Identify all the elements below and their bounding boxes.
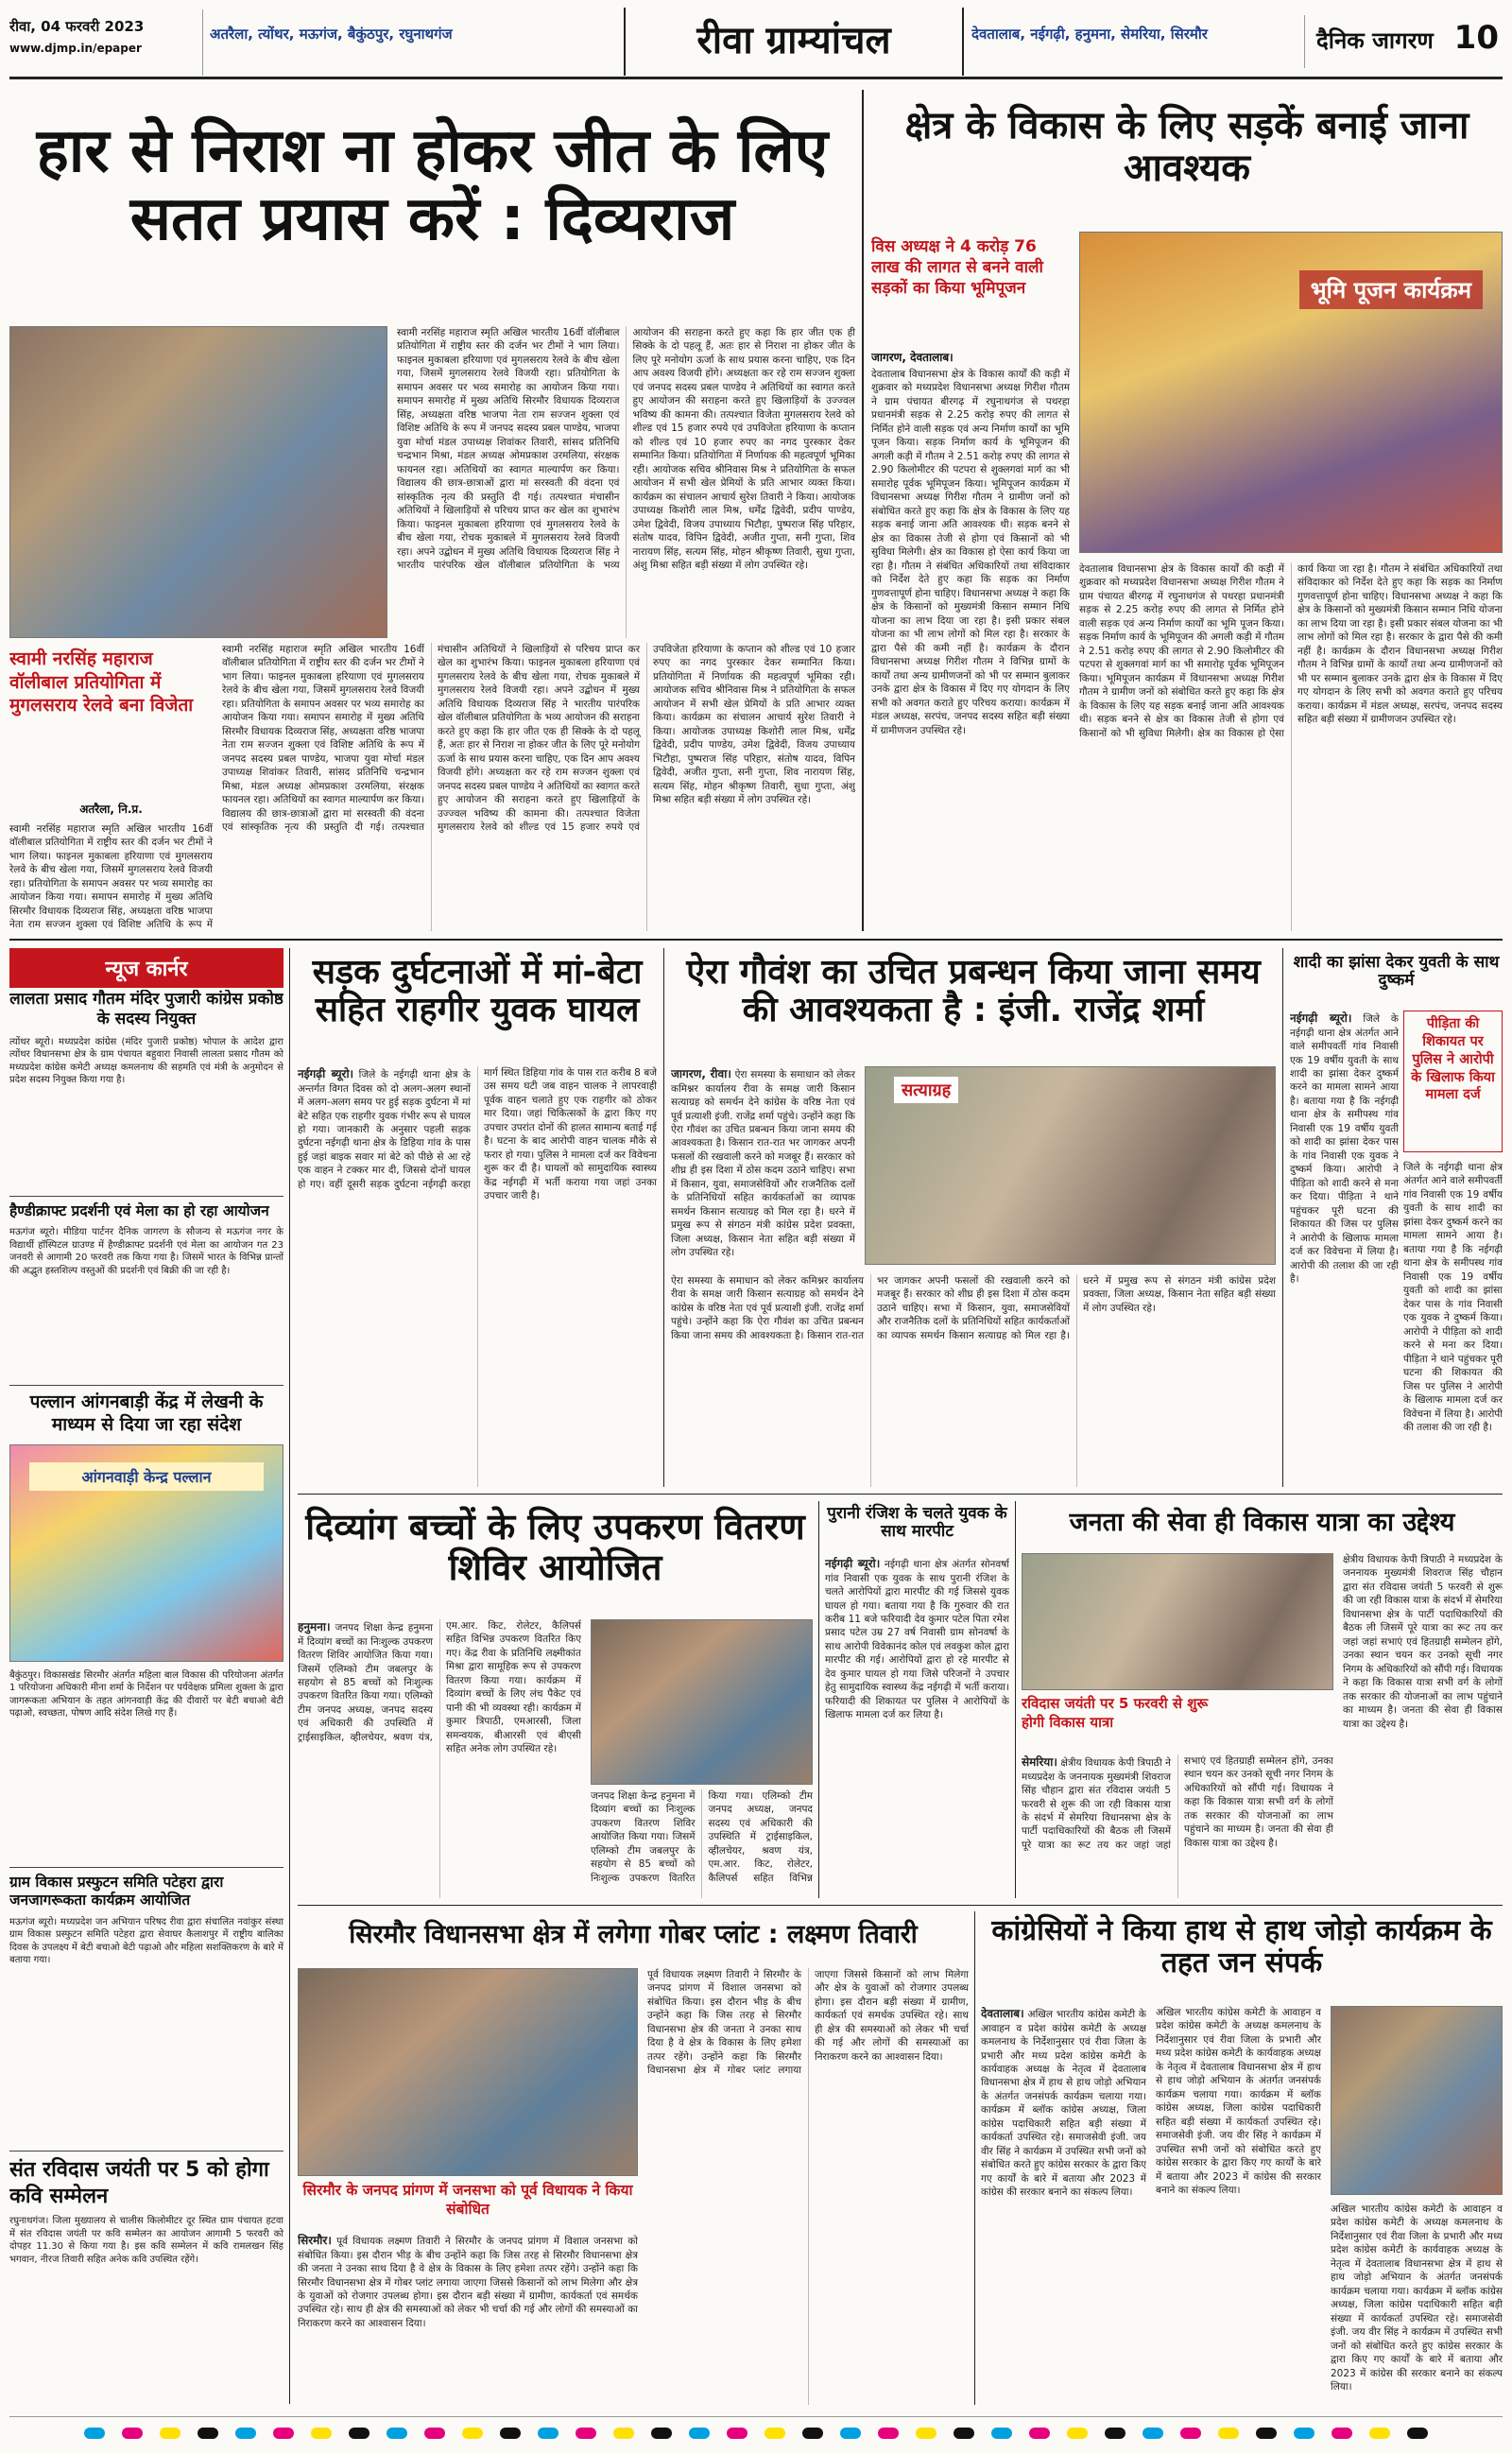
sidebar-body-wide: जिले के नईगढ़ी थाना क्षेत्र अंतर्गत आने वाले समीपवर्ती गांव निवासी एक 19 वर्षीय युवती के साथ शादी का झांसा देकर दुष्कर्म करने का मामला सामने आया है। बताया गया है कि नईगढ़ी थाना क्षेत्र के समीपस्थ गांव निवासी एक 19 वर्षीय युवती को शादी का झांसा देकर पास के गांव निवासी एक युवक ने दुष्कर्म किया। आरोपी ने पीड़िता को शादी करने से मना कर दिया। पीड़िता ने थाने पहुंचकर पूरी घटना की शिकायत की जिस पर पुलिस ने आरोपी के खिलाफ मामला दर्ज कर विवेचना में लिया है। आरोपी की तलाश की जा रही है। (1403, 1162, 1503, 1434)
news-item: ग्राम विकास प्रस्फुटन समिति पटेहरा द्वारा जनजागरूकता कार्यक्रम आयोजित मऊगंज ब्यूरो। मध्यप्रदेश जन अभियान परिषद रीवा द्वारा संचालित नवांकुर संस्था ग्राम विकास प्रस्फुटन समिति पटेहरा द्वारा सेवाघर कैलाशपुर में राष्ट्रीय बालिका दिवस के उपलक्ष्य में बेटी बचाओ बेटी पढ़ाओ और महिला सशक्तिकरण के बारे में बताया गया। (9, 1867, 284, 2141)
congress-body-mid: अखिल भारतीय कांग्रेस कमेटी के आवाहन व प्रदेश कांग्रेस कमेटी के अध्यक्ष कमलनाथ के निर्देशानुसार एवं रीवा जिला के प्रभारी और मध्य प्रदेश कांग्रेस कमेटी के कार्यवाहक अध्यक्ष के नेतृत्व में देवतालाब विधानसभा क्षेत्र में हाथ से हाथ जोड़ो अभियान के अंतर्गत जनसंपर्क कार्यक्रम चलाया गया। कार्यक्रम में ब्लॉक कांग्रेस अध्यक्ष, जिला कांग्रेस पदाधिकारी सहित बड़ी संख्या में कार्यकर्ता उपस्थित रहे। समाजसेवी इंजी. जय वीर सिंह ने कार्यक्रम में उपस्थित सभी जनों को संबोधित करते हुए कांग्रेस सरकार के द्वारा किए गए कार्यों के बारे में बताया और 2023 में कांग्रेस की सरकार बनाने का संकल्प लिया। (1156, 2007, 1321, 2197)
epaper-url[interactable]: www.djmp.in/epaper (9, 42, 142, 55)
roads-dateline: जागरण, देवतालाब। (871, 351, 954, 364)
anganwadi-photo (9, 1444, 284, 1662)
news-corner-label: न्यूज कार्नर (9, 948, 284, 988)
gobar-story (298, 1911, 969, 2405)
gobar-photo (298, 1968, 638, 2176)
congress-headline: कांग्रेसियों ने किया हाथ से हाथ जोड़ो कार्यक्रम के तहत जन संपर्क (991, 1914, 1492, 1979)
sidebar-pullout: पीड़िता की शिकायत पर पुलिस ने आरोपी के खिलाफ किया मामला दर्ज (1403, 1011, 1503, 1152)
assault-story (825, 1501, 1009, 1898)
masthead (9, 8, 1503, 79)
gobar-headline: सिरमौर विधानसभा क्षेत्र में लगेगा गोबर प्लांट : लक्ष्मण तिवारी (349, 1920, 918, 1949)
vikas-body-right: क्षेत्रीय विधायक केपी त्रिपाठी ने मध्यप्रदेश के जननायक मुख्यमंत्री शिवराज सिंह चौहान द्वारा संत रविदास जयंती 5 फरवरी से शुरू की जा रही विकास यात्रा के संदर्भ में सेमरिया विधानसभा क्षेत्र के पार्टी पदाधिकारियों की बैठक ली जिसमें पूरे यात्रा का रूट तय कर जहां जहां सभाएं एवं हितग्राही सम्मेलन होंगे, उनका स्थान चयन कर उनको सूची नगर निगम के अधिकारियों को सौंपी गई। विधायक ने कहा कि विकास यात्रा सभी वर्ग के लोगों तक सरकार की योजनाओं का लाभ पहुंचाने का माध्यम है। जनता की सेवा ही विकास यात्रा का उद्देश्य है। (1343, 1554, 1503, 1730)
accident-headline: सड़क दुर्घटनाओं में मां-बेटा सहित राहगीर युवक घायल (312, 953, 643, 1030)
anganwadi-sign: आंगनवाड़ी केन्द्र पल्लान (29, 1462, 264, 1491)
news-item: संत रविदास जयंती पर 5 को होगा कवि सम्मेलन रघुनाथगंज। जिला मुख्यालय से चालीस किलोमीटर दूर स्थित ग्राम पंचायत हटवा में संत रविदास जयंती पर कवि सम्मेलन का आयोजन आगामी 5 फरवरी को दोपहर 11.30 से किया गया है। इस कवि सम्मेलन में कवि रामलखन सिंह भगवान, नीरज तिवारी सहित अनेक कवि उपस्थित रहेंगे। (9, 2151, 284, 2404)
cattle-photo-banner: सत्याग्रह (894, 1077, 958, 1103)
sidebar-body: नईगढ़ी ब्यूरो। जिले के नईगढ़ी थाना क्षेत्र अंतर्गत आने वाले समीपवर्ती गांव निवासी एक 19 वर्षीय युवती के साथ शादी का झांसा देकर दुष्कर्म करने का मामला सामने आया है। बताया गया है कि नईगढ़ी थाना क्षेत्र के समीपस्थ गांव निवासी एक 19 वर्षीय युवती को शादी का झांसा देकर पास के गांव निवासी एक युवक ने दुष्कर्म किया। आरोपी ने पीड़िता को शादी करने से मना कर दिया। पीड़िता ने थाने पहुंचकर पूरी घटना की शिकायत की जिस पर पुलिस ने आरोपी के खिलाफ मामला दर्ज कर विवेचना में लिया है। आरोपी की तलाश की जा रही है। (1290, 1011, 1399, 1286)
disabled-headline: दिव्यांग बच्चों के लिए उपकरण वितरण शिविर आयोजित (305, 1506, 805, 1588)
lead-photo (9, 326, 387, 638)
lead-byline: अतरैला, नि.प्र. (79, 803, 143, 816)
cattle-photo (865, 1066, 1276, 1265)
lead-story (9, 90, 855, 931)
accident-story (298, 948, 657, 1487)
roads-photo (1079, 232, 1503, 553)
sidebar-headline: शादी का झांसा देकर युवती के साथ दुष्कर्म (1293, 953, 1500, 991)
masthead-left-areas: अतरैला, त्योंथर, मऊगंज, बैकुंठपुर, रघुनाथगंज (210, 26, 453, 43)
roads-body-columns: देवतालाब विधानसभा क्षेत्र के विकास कार्यों की कड़ी में शुक्रवार को मध्यप्रदेश विधानसभा अध्यक्ष गिरीश गौतम ने ग्राम पंचायत बीरगढ़ में रघुनाथगंज से पथरहा प्रधानमंत्री सड़क से 2.25 करोड़ रुपए की लागत से निर्मित होने वाली सड़क एवं अन्य निर्माण कार्यों का भूमि पूजन किया। सड़क निर्माण कार्य के भूमिपूजन की अगली कड़ी में गौतम ने 2.51 करोड़ रुपए की लागत से 2.90 किलोमीटर की पटपरा से शुक्लगवां मार्ग का भी समारोह पूर्वक भूमिपूजन किया। भूमिपूजन कार्यक्रम में विधानसभा अध्यक्ष गिरीश गौतम ने ग्रामीण जनों को संबोधित करते हुए कहा कि क्षेत्र के विकास के लिए यह सड़क बनाई जाना अति आवश्यक थी। सड़क बनने से क्षेत्र का विकास तेजी से होगा एवं किसानों को भी सुविधा मिलेगी। क्षेत्र का विकास हो ऐसा कार्य किया जा रहा है। गौतम ने संबंधित अधिकारियों तथा संविदाकार को निर्देश देते हुए कहा कि सड़क का निर्माण गुणवत्तापूर्ण होना चाहिए। विधानसभा अध्यक्ष ने कहा कि क्षेत्र के किसानों को मुख्यमंत्री किसान सम्मान निधि योजना का लाभ दिया जा रहा है। इसी प्रकार संबल योजना का भी लाभ लोगों को मिल रहा है। सरकार के द्वारा पैसे की कमी नहीं है। कार्यक्रम के दौरान विधानसभा अध्यक्ष गिरीश गौतम ने विभिन्न ग्रामों के कार्यों तथा अन्य ग्रामीणजनों को भी पर सम्मान बुलाकर उनके द्वारा क्षेत्र के विकास में दिए गए योगदान के लिए सभी को अवगत कराते हुए परिचय कराया। कार्यक्रम में मंडल अध्यक्ष, सरपंच, जनपद सदस्य सहित बड़ी संख्या में ग्रामीणजन उपस्थित रहे। (1079, 563, 1503, 739)
roads-photo-banner: भूमि पूजन कार्यक्रम (1299, 270, 1483, 309)
news-item: हैण्डीक्राफ्ट प्रदर्शनी एवं मेला का हो रहा आयोजन मऊगंज ब्यूरो। मीडिया पार्टनर दैनिक जागरण के सौजन्य से मऊगंज नगर के विद्यार्थी हॉस्पिटल ग्राउण्ड में हैण्डीक्राफ्ट प्रदर्शनी एवं मेला का आयोजन गत 23 जनवरी से आगामी 20 फरवरी तक किया गया है। जिसमें भारत के विभिन्न प्रान्तों की अद्भुत हस्तशिल्प वस्तुओं की प्रदर्शनी एवं बिक्री की जा रही है। (9, 1196, 284, 1375)
lead-body-right: स्वामी नरसिंह महाराज स्मृति अखिल भारतीय 16वीं वॉलीबाल प्रतियोगिता में राष्ट्रीय स्तर की दर्जन भर टीमों ने भाग लिया। फाइनल मुकाबला हरियाणा एवं मुगलसराय रेलवे के बीच खेला गया, जिसमें मुगलसराय रेलवे विजयी रहा। प्रतियोगिता के समापन अवसर पर भव्य समारोह का आयोजन किया गया। समापन समारोह में मुख्य अतिथि सिरमौर विधायक दिव्यराज सिंह, अध्यक्षता वरिष्ठ भाजपा नेता राम सज्जन शुक्ला एवं विशिष्ट अतिथि के रूप में जनपद सदस्य प्रबल पाण्डेय, भाजपा युवा मोर्चा मंडल उपाध्यक्ष शिवांकर तिवारी, सांसद प्रतिनिधि चन्द्रभान मिश्रा, मंडल अध्यक्ष ओमप्रकाश उरमलिया, संरक्षक फायनल रहा। अतिथियों का स्वागत माल्यार्पण कर किया। विद्यालय की छात्र-छात्राओं द्वारा मां सरस्वती की वंदना एवं सांस्कृतिक नृत्य की प्रस्तुति दी गई। तत्पश्चात मंचासीन अतिथियों ने खिलाड़ियों से परिचय प्राप्त कर खेल का शुभारंभ किया। फाइनल मुकाबला हरियाणा एवं मुगलसराय रेलवे के बीच खेला गया, रोचक मुकाबले में मुगलसराय रेलवे विजयी रहा। अपने उद्बोधन में मुख्य अतिथि विधायक दिव्यराज सिंह ने भारतीय पारंपरिक खेल वॉलीबाल प्रतियोगिता के भव्य आयोजन की सराहना करते हुए कहा कि हार जीत एक ही सिक्के के दो पहलू हैं, अतः हार से निराश ना होकर जीत के लिए पूरे मनोयोग ऊर्जा के साथ प्रयास करना चाहिए, एक दिन आप अवश्य विजयी होंगे। अध्यक्षता कर रहे राम सज्जन शुक्ला एवं जनपद सदस्य प्रबल पाण्डेय ने अतिथियों का स्वागत करते हुए आयोजन की सराहना करते हुए खिलाड़ियों के उज्ज्वल भविष्य की कामना की। तत्पश्चात विजेता मुगलसराय रेलवे को शील्ड एवं 15 हजार रुपये एवं उपविजेता हरियाणा के कप्तान को शील्ड एवं 10 हजार रुपए का नगद पुरस्कार देकर सम्मानित किया। प्रतियोगिता में निर्णायक की महत्वपूर्ण भूमिका रही। आयोजक सचिव श्रीनिवास मिश्र ने प्रतियोगिता के सफल आयोजन में सभी खेल प्रेमियों के प्रति आभार व्यक्त किया। कार्यक्रम का संचालन आचार्य सुरेश तिवारी ने किया। आयोजक उपाध्यक्ष किशोरी लाल मिश्र, धर्मेंद्र द्विवेदी, प्रदीप पाण्डेय, उमेश द्विवेदी, विजय उपाध्याय भिटौहा, पुष्पराज सिंह परिहार, संतोष यादव, विपिन द्विवेदी, अजीत गुप्ता, सनी गुप्ता, शिव नारायण सिंह, सत्यम सिंह, मोहन श्रीकृष्ण तिवारी, सुधा गुप्ता, अंशु मिश्रा सहित बड़ी संख्या में लोग उपस्थित रहे। (397, 327, 855, 572)
vikas-subhead: रविदास जयंती पर 5 फरवरी से शुरू होगी विकास यात्रा (1022, 1695, 1209, 1731)
news-item: लालता प्रसाद गौतम मंदिर पुजारी कांग्रेस प्रकोष्ठ के सदस्य नियुक्त त्योंथर ब्यूरो। मध्यप्रदेश कांग्रेस (मंदिर पुजारी प्रकोष्ठ) भोपाल के आदेश द्वारा त्योंथर विधानसभा क्षेत्र के ग्राम पंचायत बहुवारा निवासी लालता प्रसाद गौतम को मध्यप्रदेश कांग्रेस कमेटी अध्यक्ष कमलनाथ की सहमति एवं मंत्री के अनुमोदन से प्रदेश सदस्य नियुक्त किया गया है। (9, 990, 284, 1085)
roads-subhead: विस अध्यक्ष ने 4 करोड़ 76 लाख की लागत से बनने वाली सड़कों का किया भूमिपूजन (871, 237, 1043, 299)
date-line: रीवा, 04 फरवरी 2023 (9, 18, 145, 35)
paper-name-block (1304, 15, 1503, 68)
masthead-right-areas: देवतालाब, नईगढ़ी, हनुमना, सेमरिया, सिरमौर (971, 26, 1208, 43)
vikas-story (1022, 1501, 1503, 1898)
gobar-photo-caption: सिरमौर के जनपद प्रांगण में जनसभा को पूर्व विधायक ने किया संबोधित (302, 2182, 633, 2219)
congress-body-narrow: देवतालाब। अखिल भारतीय कांग्रेस कमेटी के आवाहन व प्रदेश कांग्रेस कमेटी के अध्यक्ष कमलनाथ के निर्देशानुसार एवं रीवा जिला के प्रभारी और मध्य प्रदेश कांग्रेस कमेटी के कार्यवाहक अध्यक्ष के नेतृत्व में देवतालाब विधानसभा क्षेत्र में हाथ से हाथ जोड़ो अभियान के अंतर्गत जनसंपर्क कार्यक्रम चलाया गया। कार्यक्रम में ब्लॉक कांग्रेस अध्यक्ष, जिला कांग्रेस पदाधिकारी सहित बड़ी संख्या में कार्यकर्ता उपस्थित रहे। समाजसेवी इंजी. जय वीर सिंह ने कार्यक्रम में उपस्थित सभी जनों को संबोधित करते हुए कांग्रेस सरकार के द्वारा किए गए कार्यों के बारे में बताया और 2023 में कांग्रेस की सरकार बनाने का संकल्प लिया। (981, 2007, 1146, 2199)
lead-photo-caption: स्वामी नरसिंह महाराज वॉलीबाल प्रतियोगिता में मुगलसराय रेलवे बना विजेता (9, 648, 194, 717)
roads-body-narrow: देवतालाब विधानसभा क्षेत्र के विकास कार्यों की कड़ी में शुक्रवार को मध्यप्रदेश विधानसभा अध्यक्ष गिरीश गौतम ने ग्राम पंचायत बीरगढ़ में रघुनाथगंज से पथरहा प्रधानमंत्री सड़क से 2.25 करोड़ रुपए की लागत से निर्मित होने वाली सड़क एवं अन्य निर्माण कार्यों का भूमि पूजन किया। सड़क निर्माण कार्य के भूमिपूजन की अगली कड़ी में गौतम ने 2.51 करोड़ रुपए की लागत से 2.90 किलोमीटर की पटपरा से शुक्लगवां मार्ग का भी समारोह पूर्वक भूमिपूजन किया। भूमिपूजन कार्यक्रम में विधानसभा अध्यक्ष गिरीश गौतम ने ग्रामीण जनों को संबोधित करते हुए कहा कि क्षेत्र के विकास के लिए यह सड़क बनाई जाना अति आवश्यक थी। सड़क बनने से क्षेत्र का विकास तेजी से होगा एवं किसानों को भी सुविधा मिलेगी। क्षेत्र का विकास हो ऐसा कार्य किया जा रहा है। गौतम ने संबंधित अधिकारियों तथा संविदाकार को निर्देश देते हुए कहा कि सड़क का निर्माण गुणवत्तापूर्ण होना चाहिए। विधानसभा अध्यक्ष ने कहा कि क्षेत्र के किसानों को मुख्यमंत्री किसान सम्मान निधि योजना का लाभ दिया जा रहा है। इसी प्रकार संबल योजना का भी लाभ लोगों को मिल रहा है। सरकार के द्वारा पैसे की कमी नहीं है। कार्यक्रम के दौरान विधानसभा अध्यक्ष गिरीश गौतम ने विभिन्न ग्रामों के कार्यों तथा अन्य ग्रामीणजनों को भी पर सम्मान बुलाकर उनके द्वारा क्षेत्र के विकास में दिए गए योगदान के लिए सभी को अवगत कराते हुए परिचय कराया। कार्यक्रम में मंडल अध्यक्ष, सरपंच, जनपद सदस्य सहित बड़ी संख्या में ग्रामीणजन उपस्थित रहे। (871, 369, 1070, 736)
gobar-body-columns: पूर्व विधायक लक्ष्मण तिवारी ने सिरमौर के जनपद प्रांगण में विशाल जनसभा को संबोधित किया। इस दौरान भीड़ के बीच उन्होंने कहा कि जिस तरह से सिरमौर विधानसभा क्षेत्र की जनता ने उनका साथ दिया है वे क्षेत्र के विकास के लिए हमेशा तत्पर रहेंगे। उन्होंने कहा कि सिरमौर विधानसभा क्षेत्र में गोबर प्लांट लगाया जाएगा जिससे किसानों को लाभ मिलेगा और क्षेत्र के युवाओं को रोजगार उपलब्ध होगा। इस दौरान बड़ी संख्या में ग्रामीण, कार्यकर्ता एवं समर्थक उपस्थित रहे। साथ ही क्षेत्र की समस्याओं को लेकर भी चर्चा की गई और लोगों की समस्याओं का निराकरण करने का आश्वासन दिया। (647, 1969, 969, 2077)
page-number: 10 (1453, 19, 1499, 57)
congress-photo (1331, 2006, 1503, 2195)
disabled-body-right: जनपद शिक्षा केन्द्र हनुमना में दिव्यांग बच्चों का निःशुल्क उपकरण वितरण शिविर आयोजित किया गया। जिसमें एलिम्को टीम जबलपुर के सहयोग से 85 बच्चों को निःशुल्क उपकरण वितरित किया गया। एलिम्को टीम जनपद अध्यक्ष, जनपद सदस्य एवं अधिकारी की उपस्थिति में ट्राईसाइकिल, व्हीलचेयर, श्रवण यंत्र, एम.आर. किट, रोलेटर, कैलिपर्स सहित विभिन्न (591, 1790, 813, 1884)
lead-headline: हार से निराश ना होकर जीत के लिए सतत प्रयास करें : दिव्यराज (36, 116, 829, 254)
news-corner (9, 948, 284, 2404)
assault-headline: पुरानी रंजिश के चलते युवक के साथ मारपीट (827, 1504, 1007, 1542)
lead-body-columns: स्वामी नरसिंह महाराज स्मृति अखिल भारतीय 16वीं वॉलीबाल प्रतियोगिता में राष्ट्रीय स्तर की दर्जन भर टीमों ने भाग लिया। फाइनल मुकाबला हरियाणा एवं मुगलसराय रेलवे के बीच खेला गया, जिसमें मुगलसराय रेलवे विजयी रहा। प्रतियोगिता के समापन अवसर पर भव्य समारोह का आयोजन किया गया। समापन समारोह में मुख्य अतिथि सिरमौर विधायक दिव्यराज सिंह, अध्यक्षता वरिष्ठ भाजपा नेता राम सज्जन शुक्ला एवं विशिष्ट अतिथि के रूप में जनपद सदस्य प्रबल पाण्डेय, भाजपा युवा मोर्चा मंडल उपाध्यक्ष शिवांकर तिवारी, सांसद प्रतिनिधि चन्द्रभान मिश्रा, मंडल अध्यक्ष ओमप्रकाश उरमलिया, संरक्षक फायनल रहा। अतिथियों का स्वागत माल्यार्पण कर किया। विद्यालय की छात्र-छात्राओं द्वारा मां सरस्वती की वंदना एवं सांस्कृतिक नृत्य की प्रस्तुति दी गई। तत्पश्चात मंचासीन अतिथियों ने खिलाड़ियों से परिचय प्राप्त कर खेल का शुभारंभ किया। फाइनल मुकाबला हरियाणा एवं मुगलसराय रेलवे के बीच खेला गया, रोचक मुकाबले में मुगलसराय रेलवे विजयी रहा। अपने उद्बोधन में मुख्य अतिथि विधायक दिव्यराज सिंह ने भारतीय पारंपरिक खेल वॉलीबाल प्रतियोगिता के भव्य आयोजन की सराहना करते हुए कहा कि हार जीत एक ही सिक्के के दो पहलू हैं, अतः हार से निराश ना होकर जीत के लिए पूरे मनोयोग ऊर्जा के साथ प्रयास करना चाहिए, एक दिन आप अवश्य विजयी होंगे। अध्यक्षता कर रहे राम सज्जन शुक्ला एवं जनपद सदस्य प्रबल पाण्डेय ने अतिथियों का स्वागत करते हुए आयोजन की सराहना करते हुए खिलाड़ियों के उज्ज्वल भविष्य की कामना की। तत्पश्चात विजेता मुगलसराय रेलवे को शील्ड एवं 15 हजार रुपये एवं उपविजेता हरियाणा के कप्तान को शील्ड एवं 10 हजार रुपए का नगद पुरस्कार देकर सम्मानित किया। प्रतियोगिता में निर्णायक की महत्वपूर्ण भूमिका रही। आयोजक सचिव श्रीनिवास मिश्र ने प्रतियोगिता के सफल आयोजन में सभी खेल प्रेमियों के प्रति आभार व्यक्त किया। कार्यक्रम का संचालन आचार्य सुरेश तिवारी ने किया। आयोजक उपाध्यक्ष किशोरी लाल मिश्र, धर्मेंद्र द्विवेदी, प्रदीप पाण्डेय, उमेश द्विवेदी, विजय उपाध्याय भिटौहा, पुष्पराज सिंह परिहार, संतोष यादव, विपिन द्विवेदी, अजीत गुप्ता, सनी गुप्ता, शिव नारायण सिंह, सत्यम सिंह, मोहन श्रीकृष्ण तिवारी, सुधा गुप्ता, अंशु मिश्रा सहित बड़ी संख्या में लोग उपस्थित रहे। (222, 644, 855, 834)
disabled-body: हनुमना। जनपद शिक्षा केन्द्र हनुमना में दिव्यांग बच्चों का निःशुल्क उपकरण वितरण शिविर आयोजित किया गया। जिसमें एलिम्को टीम जबलपुर के सहयोग से 85 बच्चों को निःशुल्क उपकरण वितरित किया गया। एलिम्को टीम जनपद अध्यक्ष, जनपद सदस्य एवं अधिकारी की उपस्थिति में ट्राईसाइकिल, व्हीलचेयर, श्रवण यंत्र, एम.आर. किट, रोलेटर, कैलिपर्स सहित विभिन्न उपकरण वितरित किए गए। केंद्र रीवा के प्रतिनिधि लक्ष्मीकांत मिश्रा द्वारा सामूहिक रूप से उपकरण वितरण किया गया। कार्यक्रम में दिव्यांग बच्चों के लिए लंच पैकेट एवं पानी की भी व्यवस्था रही। कार्यक्रम में कुमार त्रिपाठी, एमआरसी, जिला समन्वयक, बीआरसी एवं बीएसी सहित अनेक लोग उपस्थित रहे। (298, 1620, 581, 1755)
lead-body-narrow: स्वामी नरसिंह महाराज स्मृति अखिल भारतीय 16वीं वॉलीबाल प्रतियोगिता में राष्ट्रीय स्तर की दर्जन भर टीमों ने भाग लिया। फाइनल मुकाबला हरियाणा एवं मुगलसराय रेलवे के बीच खेला गया, जिसमें मुगलसराय रेलवे विजयी रहा। प्रतियोगिता के समापन अवसर पर भव्य समारोह का आयोजन किया गया। समापन समारोह में मुख्य अतिथि सिरमौर विधायक दिव्यराज सिंह, अध्यक्षता वरिष्ठ भाजपा नेता राम सज्जन शुक्ला एवं विशिष्ट अतिथि के रूप में (9, 823, 213, 931)
vikas-headline: जनता की सेवा ही विकास यात्रा का उद्देश्य (1069, 1508, 1455, 1537)
roads-headline: क्षेत्र के विकास के लिए सड़कें बनाई जाना आवश्यक (904, 104, 1469, 190)
disabled-story (298, 1501, 813, 1898)
congress-story (981, 1911, 1503, 2405)
edition-title: रीवा ग्राम्यांचल (696, 18, 891, 62)
cattle-headline: ऐरा गौवंश का उचित प्रबन्धन किया जाना समय की आवश्यकता है : इंजी. राजेंद्र शर्मा (686, 953, 1261, 1030)
masthead-date-block (9, 9, 203, 76)
cattle-body-narrow: जागरण, रीवा। ऐरा समस्या के समाधान को लेकर कमिश्नर कार्यालय रीवा के समक्ष जारी किसान सत्याग्रह को समर्थन देने कांग्रेस के वरिष्ठ नेता एवं पूर्व प्रत्याशी इंजी. राजेंद्र शर्मा पहुंचे। उन्होंने कहा कि ऐरा गौवंश का उचित प्रबन्धन किया जाना समय की आवश्यकता है। किसान रात-रात भर जागकर अपनी फसलों की रखवाली करने को मजबूर हैं। सरकार को शीघ्र ही इस दिशा में ठोस कदम उठाने चाहिए। सभा में किसान, युवा, समाजसेवियों और राजनैतिक दलों के प्रतिनिधियों सहित कार्यकर्ताओं का व्यापक समर्थन किसान सत्याग्रह को मिल रहा है। धरने में प्रमुख रूप से संगठन मंत्री कांग्रेस प्रदेश प्रवक्ता, जिला अध्यक्ष, किसान नेता सहित बड़ी संख्या में लोग उपस्थित रहे। (671, 1067, 855, 1259)
cattle-story (671, 948, 1276, 1487)
disabled-photo (591, 1619, 813, 1785)
congress-body-right: अखिल भारतीय कांग्रेस कमेटी के आवाहन व प्रदेश कांग्रेस कमेटी के अध्यक्ष कमलनाथ के निर्देशानुसार एवं रीवा जिला के प्रभारी और मध्य प्रदेश कांग्रेस कमेटी के कार्यवाहक अध्यक्ष के नेतृत्व में देवतालाब विधानसभा क्षेत्र में हाथ से हाथ जोड़ो अभियान के अंतर्गत जनसंपर्क कार्यक्रम चलाया गया। कार्यक्रम में ब्लॉक कांग्रेस अध्यक्ष, जिला कांग्रेस पदाधिकारी सहित बड़ी संख्या में कार्यकर्ता उपस्थित रहे। समाजसेवी इंजी. जय वीर सिंह ने कार्यक्रम में उपस्थित सभी जनों को संबोधित करते हुए कांग्रेस सरकार के द्वारा किए गए कार्यों के बारे में बताया और 2023 में कांग्रेस की सरकार बनाने का संकल्प लिया। (1331, 2203, 1503, 2394)
paper-name: दैनिक जागरण (1316, 26, 1434, 54)
roads-story (871, 90, 1503, 931)
accident-body: नईगढ़ी ब्यूरो। जिले के नईगढ़ी थाना क्षेत्र के अन्तर्गत विगत दिवस को दो अलग-अलग स्थानों में अलग-अलग समय पर हुई सड़क दुर्घटना में मां बेटे सहित एक राहगीर युवक गंभीर रूप से घायल हो गया। जानकारी के अनुसार पहली सड़क दुर्घटना नईगढ़ी थाना क्षेत्र के डिहिया गांव के पास हुई जहां बाइक सवार मां बेटे को पीछे से आ रहे एक वाहन ने टक्कर मार दी, जिससे दोनों घायल हो गए। वहीं दूसरी सड़क दुर्घटना नईगढ़ी करहा मार्ग स्थित डिहिया गांव के पास रात करीब 8 बजे उस समय घटी जब वाहन चालक ने लापरवाही पूर्वक वाहन चलाते हुए एक राहगीर को ठोकर मार दिया। जहां चिकित्सकों के द्वारा किए गए उपचार उपरांत दोनों की हालत सामान्य बताई गई है। घटना के बाद आरोपी वाहन चालक मौके से फरार हो गया। पुलिस ने मामला दर्ज कर विवेचना शुरू कर दी है। घायलों को सामुदायिक स्वास्थ्य केंद्र नईगढ़ी में भर्ती कराया गया जहां उनका उपचार जारी है। (298, 1067, 657, 1202)
cattle-body-columns: ऐरा समस्या के समाधान को लेकर कमिश्नर कार्यालय रीवा के समक्ष जारी किसान सत्याग्रह को समर्थन देने कांग्रेस के वरिष्ठ नेता एवं पूर्व प्रत्याशी इंजी. राजेंद्र शर्मा पहुंचे। उन्होंने कहा कि ऐरा गौवंश का उचित प्रबन्धन किया जाना समय की आवश्यकता है। किसान रात-रात भर जागकर अपनी फसलों की रखवाली करने को मजबूर हैं। सरकार को शीघ्र ही इस दिशा में ठोस कदम उठाने चाहिए। सभा में किसान, युवा, समाजसेवियों और राजनैतिक दलों के प्रतिनिधियों सहित कार्यकर्ताओं का व्यापक समर्थन किसान सत्याग्रह को मिल रहा है। धरने में प्रमुख रूप से संगठन मंत्री कांग्रेस प्रदेश प्रवक्ता, जिला अध्यक्ष, किसान नेता सहित बड़ी संख्या में लोग उपस्थित रहे। (671, 1275, 1276, 1341)
vikas-body: सेमरिया। क्षेत्रीय विधायक केपी त्रिपाठी ने मध्यप्रदेश के जननायक मुख्यमंत्री शिवराज सिंह चौहान द्वारा संत रविदास जयंती 5 फरवरी से शुरू की जा रही विकास यात्रा के संदर्भ में सेमरिया विधानसभा क्षेत्र के पार्टी पदाधिकारियों की बैठक ली जिसमें पूरे यात्रा का रूट तय कर जहां जहां सभाएं एवं हितग्राही सम्मेलन होंगे, उनका स्थान चयन कर उनको सूची नगर निगम के अधिकारियों को सौंपी गई। विधायक ने कहा कि विकास यात्रा सभी वर्ग के लोगों तक सरकार की योजनाओं का लाभ पहुंचाने का माध्यम है। जनता की सेवा ही विकास यात्रा का उद्देश्य है। (1022, 1755, 1333, 1851)
vikas-photo (1022, 1553, 1333, 1690)
gobar-body-bottom: सिरमौर। पूर्व विधायक लक्ष्मण तिवारी ने सिरमौर के जनपद प्रांगण में विशाल जनसभा को संबोधित किया। इस दौरान भीड़ के बीच उन्होंने कहा कि जिस तरह से सिरमौर विधानसभा क्षेत्र की जनता ने उनका साथ दिया है वे क्षेत्र के विकास के लिए हमेशा तत्पर रहेंगे। उन्होंने कहा कि सिरमौर विधानसभा क्षेत्र में गोबर प्लांट लगाया जाएगा जिससे किसानों को लाभ मिलेगा और क्षेत्र के युवाओं को रोजगार उपलब्ध होगा। इस दौरान बड़ी संख्या में ग्रामीण, कार्यकर्ता एवं समर्थक उपस्थित रहे। साथ ही क्षेत्र की समस्याओं को लेकर भी चर्चा की गई और लोगों की समस्याओं का निराकरण करने का आश्वासन दिया। (298, 2234, 638, 2329)
masthead-title-box (624, 8, 964, 76)
assault-body: नईगढ़ी ब्यूरो। नईगढ़ी थाना क्षेत्र अंतर्गत सोनवर्षा गांव निवासी एक युवक के साथ पुरानी रंजिश के चलते आरोपियों द्वारा मारपीट की गई जिससे युवक घायल हो गया। बताया गया है कि गुरुवार की रात करीब 11 बजे फरियादी देव कुमार पटेल पिता रमेश प्रसाद पटेल उम्र 27 वर्ष निवासी ग्राम सोनवर्षा के साथ आरोपी विवेकानंद कोल एवं लवकुश कोल द्वारा मारपीट की गई। आरोपियों द्वारा हो रहे मारपीट से देव कुमार घायल हो गया जिसे परिजनों ने उपचार हेतु सामुदायिक स्वास्थ्य केंद्र नईगढ़ी में भर्ती कराया। फरियादी की शिकायत पर पुलिस ने आरोपियों के खिलाफ मामला दर्ज कर लिया है। (825, 1557, 1009, 1721)
news-item: पल्लान आंगनबाड़ी केंद्र में लेखनी के माध्यम से दिया जा रहा संदेश आंगनवाड़ी केन्द्र पल्लान बैकुंठपुर। विकासखंड सिरमौर अंतर्गत महिला बाल विकास की परियोजना अंतर्गत 1 परियोजना अधिकारी मीना शर्मा के निर्देशन पर पर्यवेक्षक प्रमिला शुक्ला के द्वारा जागरूकता अभियान के तहत आंगनवाड़ी केंद्र की दीवारों पर बेटी बचाओ बेटी पढ़ाओ, स्वच्छता, पोषण आदि संदेश लिखे गए हैं। (9, 1385, 284, 1858)
sidebar-story (1290, 948, 1503, 1487)
print-registration-strip (9, 2416, 1503, 2445)
